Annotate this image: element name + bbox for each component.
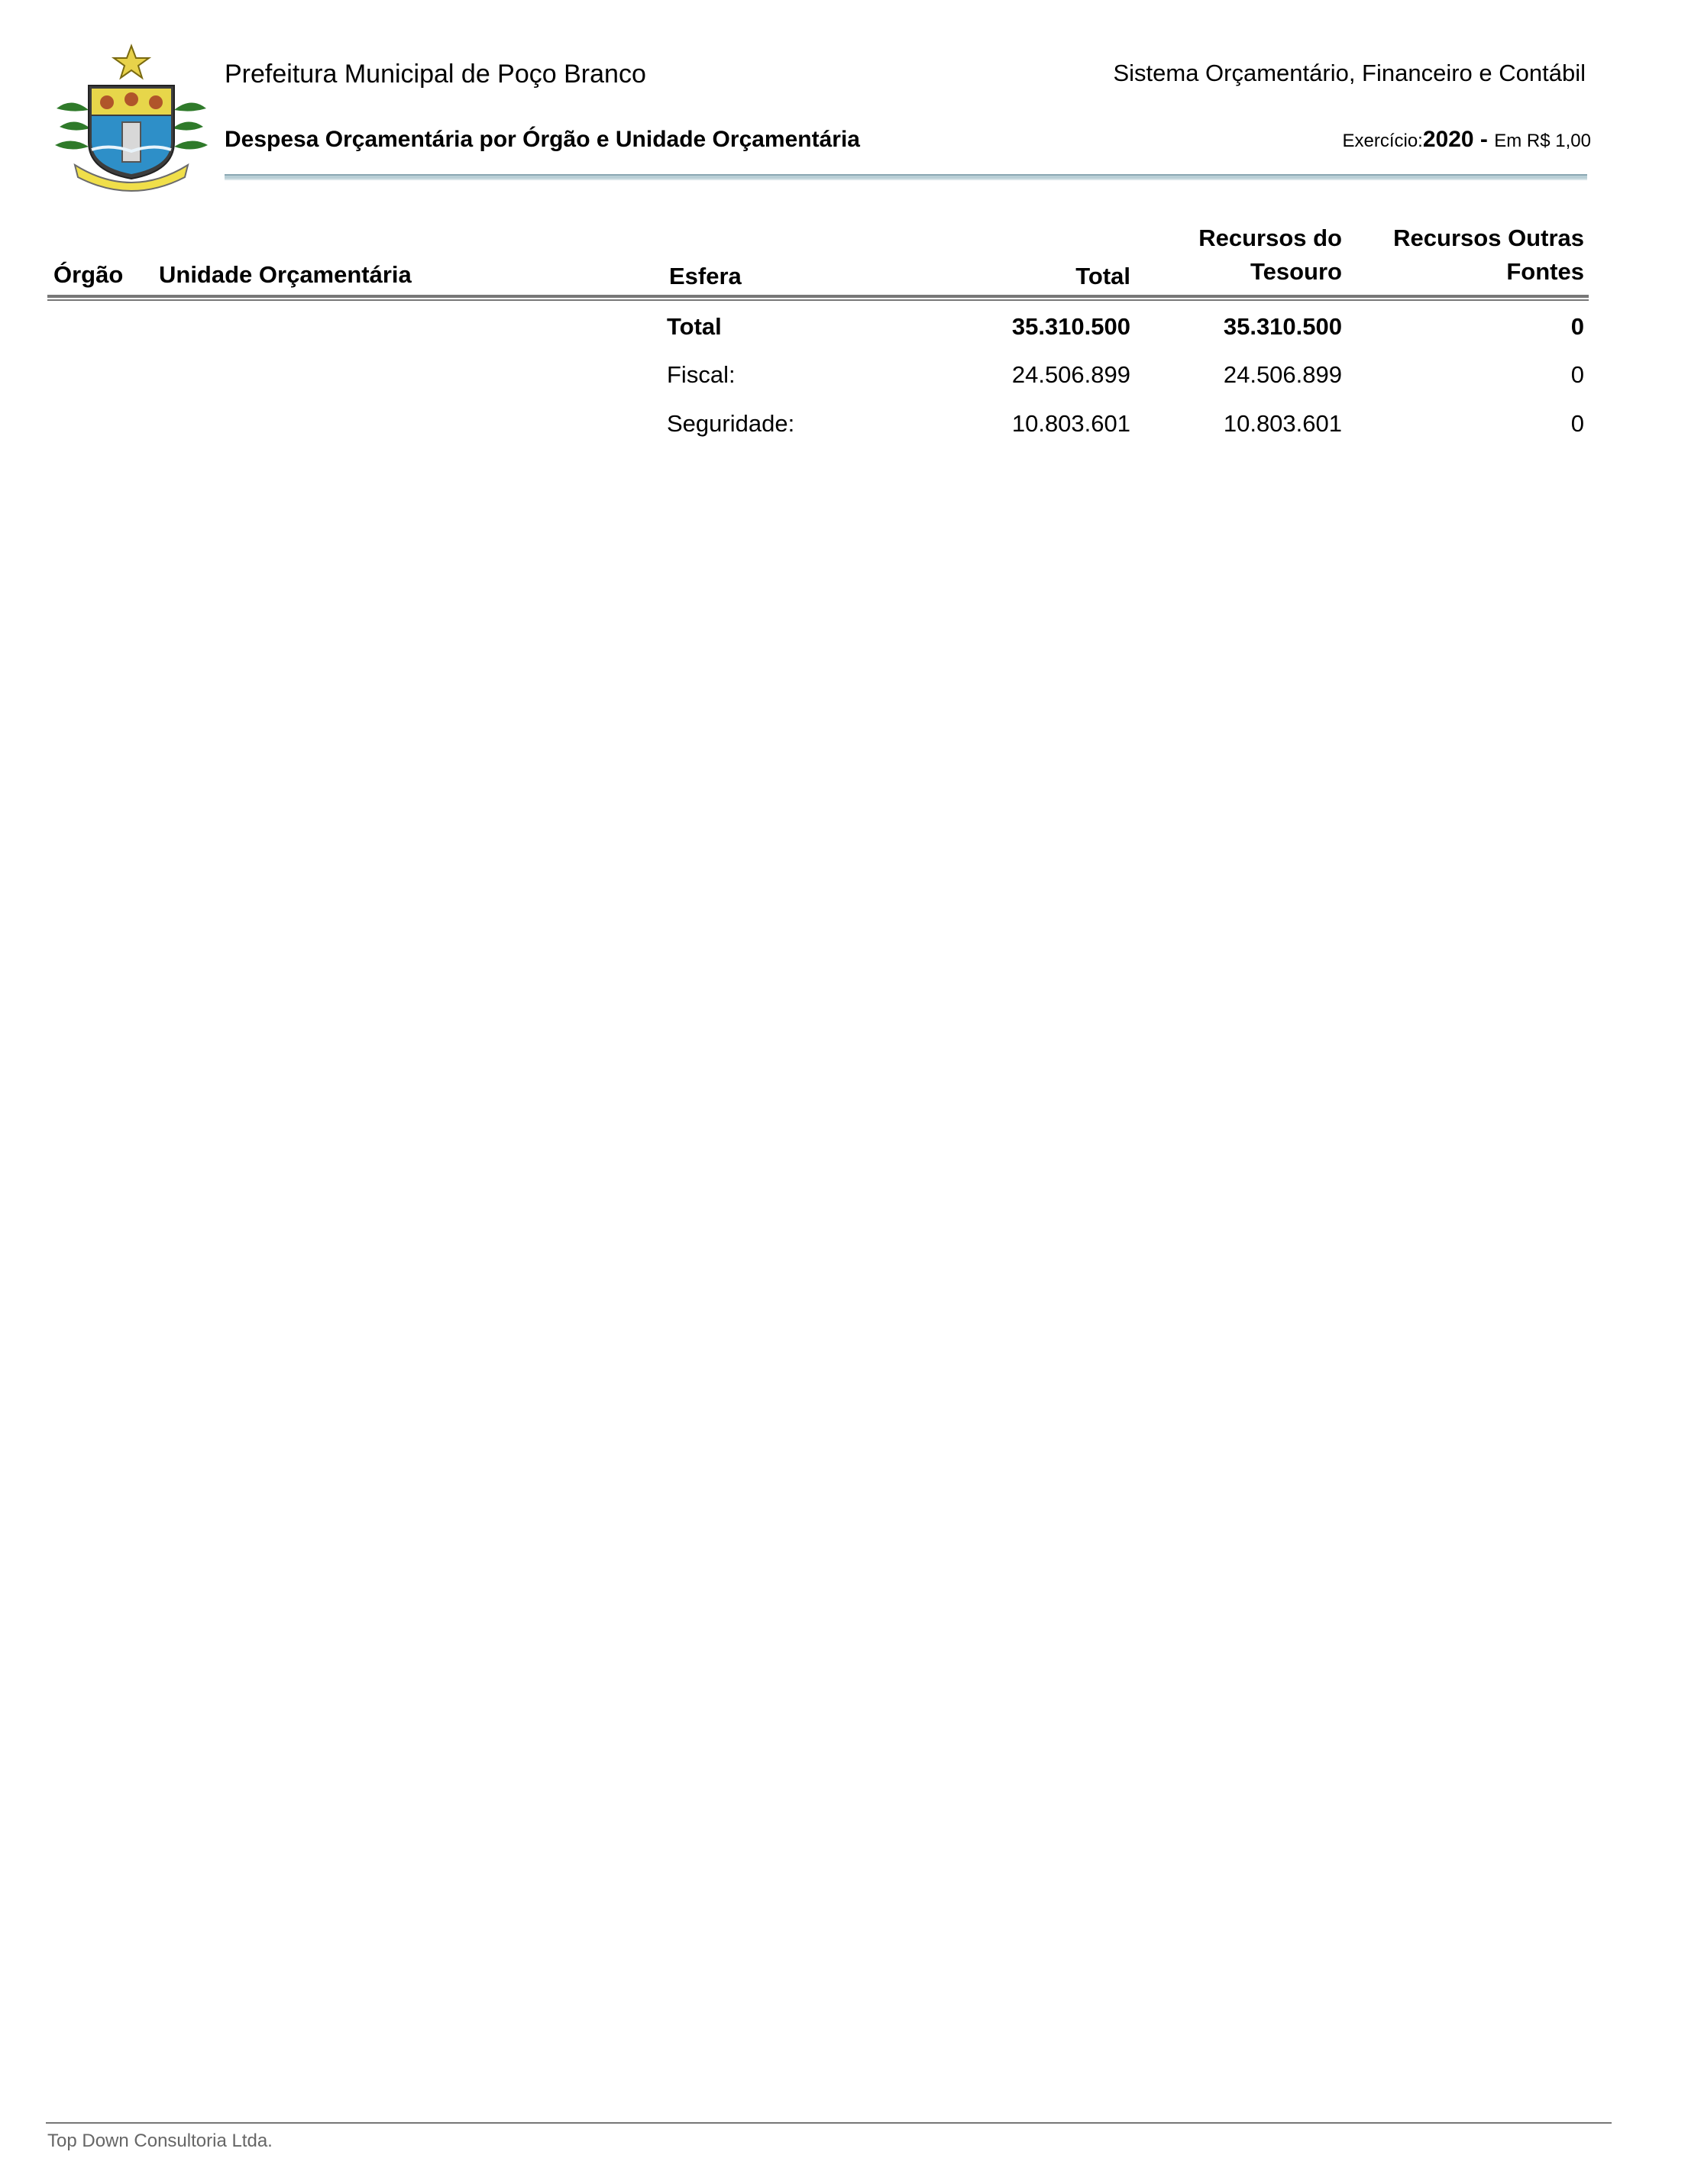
table-row-total [0, 313, 1688, 344]
row-tesouro: 35.310.500 [1223, 313, 1342, 340]
column-header-unidade: Unidade Orçamentária [159, 261, 412, 288]
footer-company: Top Down Consultoria Ltda. [47, 2131, 273, 2151]
row-total: 10.803.601 [1011, 410, 1130, 437]
system-name: Sistema Orçamentário, Financeiro e Contábil [1113, 60, 1586, 86]
column-header-orgao: Órgão [53, 261, 124, 288]
row-total: 35.310.500 [1011, 313, 1130, 340]
table-row-seguridade [0, 410, 1688, 441]
row-esfera: Total [667, 313, 722, 340]
column-header-total: Total [1075, 263, 1130, 289]
currency-unit: Em R$ 1,00 [1494, 131, 1591, 151]
row-outras: 0 [1570, 313, 1584, 340]
report-title: Despesa Orçamentária por Órgão e Unidade Orçamentária [225, 127, 860, 152]
row-esfera: Seguridade: [667, 410, 795, 437]
row-tesouro: 10.803.601 [1223, 410, 1342, 437]
footer-divider [46, 2122, 1612, 2124]
header-divider [47, 295, 1589, 301]
row-esfera: Fiscal: [667, 361, 736, 388]
title-divider [225, 174, 1587, 180]
column-header-outras-line2: Fontes [1506, 258, 1584, 285]
coat-of-arms-icon [49, 43, 214, 192]
column-header-outras-line1: Recursos Outras [1393, 225, 1584, 251]
exercise-separator: - [1473, 127, 1495, 152]
column-header-tesouro-line1: Recursos do [1198, 225, 1342, 251]
row-outras: 0 [1570, 361, 1584, 388]
organization-name: Prefeitura Municipal de Poço Branco [225, 60, 646, 89]
exercise-info [1342, 127, 1591, 153]
exercise-label: Exercício: [1342, 131, 1423, 151]
row-outras: 0 [1570, 410, 1584, 437]
table-row-fiscal [0, 361, 1688, 392]
row-total: 24.506.899 [1011, 361, 1130, 388]
column-header-recursos-outras-fontes [1355, 221, 1584, 289]
exercise-year: 2020 [1422, 127, 1474, 152]
column-header-esfera: Esfera [669, 263, 742, 289]
row-tesouro: 24.506.899 [1223, 361, 1342, 388]
column-header-recursos-tesouro [1143, 221, 1342, 289]
column-header-tesouro-line2: Tesouro [1250, 258, 1342, 285]
